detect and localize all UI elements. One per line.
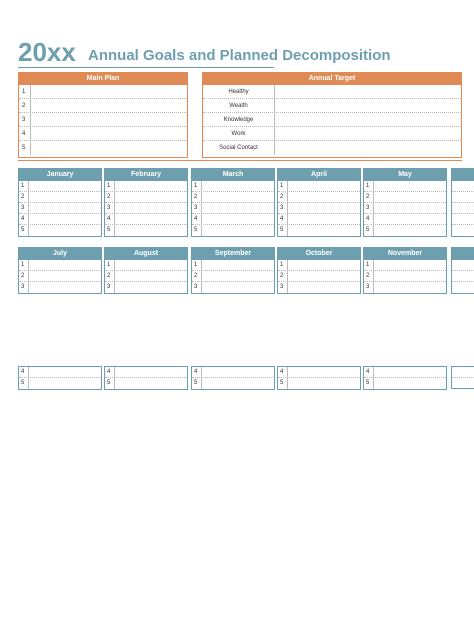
row-number: 3 — [19, 203, 29, 213]
row-number: 1 — [105, 260, 115, 270]
row-number: 2 — [364, 192, 374, 202]
row-number: 5 — [105, 378, 115, 389]
month-row[interactable] — [19, 181, 101, 192]
row-number: 1 — [278, 260, 288, 270]
main-plan-row[interactable] — [19, 99, 187, 113]
month-box-september — [191, 247, 275, 294]
row-number: 5 — [105, 225, 115, 236]
month-row[interactable] — [278, 378, 360, 389]
month-row[interactable] — [192, 271, 274, 282]
month-row[interactable] — [105, 225, 187, 236]
month-row[interactable] — [19, 282, 101, 293]
main-plan-header: Main Plan — [19, 73, 187, 85]
month-row[interactable] — [192, 203, 274, 214]
row-number: 3 — [105, 203, 115, 213]
annual-target-row[interactable] — [203, 85, 461, 99]
target-category-label: Healthy — [203, 85, 275, 98]
month-row[interactable] — [364, 214, 446, 225]
month-header: January — [19, 169, 101, 181]
month-box-november — [363, 366, 447, 390]
month-box-september — [191, 366, 275, 390]
month-row[interactable] — [19, 271, 101, 282]
month-box-july — [18, 247, 102, 294]
month-header: November — [364, 248, 446, 260]
row-number: 3 — [19, 113, 31, 126]
month-header: April — [278, 169, 360, 181]
main-plan-row[interactable] — [19, 113, 187, 127]
row-number: 5 — [192, 225, 202, 236]
row-number: 2 — [364, 271, 374, 281]
row-number: 4 — [105, 367, 115, 377]
row-number: 2 — [278, 192, 288, 202]
row-number: 1 — [192, 260, 202, 270]
page-title: Annual Goals and Planned Decomposition — [88, 47, 391, 64]
month-box-april — [277, 168, 361, 237]
month-header: September — [192, 248, 274, 260]
month-row[interactable] — [192, 192, 274, 203]
row-number: 2 — [19, 192, 29, 202]
row-number: 4 — [364, 367, 374, 377]
row-number: 3 — [19, 282, 29, 293]
month-row[interactable] — [278, 192, 360, 203]
annual-target-box — [202, 72, 462, 158]
month-row[interactable] — [278, 225, 360, 236]
row-number: 4 — [364, 214, 374, 224]
row-number: 3 — [192, 282, 202, 293]
row-number: 4 — [19, 127, 31, 140]
row-number: 1 — [19, 85, 31, 98]
row-number: 2 — [192, 271, 202, 281]
month-box-october — [277, 247, 361, 294]
row-number: 5 — [278, 225, 288, 236]
row-number: 4 — [105, 214, 115, 224]
month-row[interactable] — [19, 192, 101, 203]
month-row[interactable] — [364, 378, 446, 389]
row-number: 3 — [278, 203, 288, 213]
main-plan-row[interactable] — [19, 141, 187, 155]
target-category-label: Social Contact — [203, 141, 275, 155]
month-row[interactable] — [192, 282, 274, 293]
main-plan-box — [18, 72, 188, 158]
month-row[interactable] — [105, 367, 187, 378]
month-box-january — [18, 168, 102, 237]
month-row[interactable] — [19, 260, 101, 271]
row-number: 2 — [19, 99, 31, 112]
month-row[interactable] — [364, 282, 446, 293]
row-number: 5 — [19, 225, 29, 236]
row-number: 1 — [364, 181, 374, 191]
june-column-partial — [451, 168, 474, 237]
main-plan-row[interactable] — [19, 127, 187, 141]
month-header: March — [192, 169, 274, 181]
row-number: 1 — [19, 181, 29, 191]
row-number: 1 — [278, 181, 288, 191]
row-number: 4 — [192, 367, 202, 377]
row-number: 1 — [192, 181, 202, 191]
annual-target-row[interactable] — [203, 99, 461, 113]
row-number: 1 — [105, 181, 115, 191]
row-number: 3 — [105, 282, 115, 293]
annual-target-header: Annual Target — [203, 73, 461, 85]
month-row[interactable] — [192, 214, 274, 225]
month-header: February — [105, 169, 187, 181]
month-row[interactable] — [364, 271, 446, 282]
row-number: 2 — [192, 192, 202, 202]
month-row[interactable] — [192, 260, 274, 271]
month-row[interactable] — [19, 203, 101, 214]
month-row[interactable] — [105, 378, 187, 389]
month-row[interactable] — [105, 181, 187, 192]
row-number: 2 — [278, 271, 288, 281]
row-number: 3 — [364, 203, 374, 213]
row-number: 4 — [278, 214, 288, 224]
month-box-july — [18, 366, 102, 390]
year-label: 20xx — [18, 37, 76, 67]
month-row[interactable] — [19, 214, 101, 225]
month-box-february — [104, 168, 188, 237]
annual-target-row[interactable] — [203, 113, 461, 127]
month-header: October — [278, 248, 360, 260]
month-row[interactable] — [105, 214, 187, 225]
month-row[interactable] — [19, 378, 101, 389]
december-column-partial — [451, 247, 474, 294]
annual-target-row[interactable] — [203, 127, 461, 141]
row-number: 2 — [105, 192, 115, 202]
month-row[interactable] — [364, 367, 446, 378]
title-underline — [18, 67, 274, 68]
month-header: May — [364, 169, 446, 181]
month-row[interactable] — [278, 367, 360, 378]
month-box-march — [191, 168, 275, 237]
row-number: 5 — [19, 141, 31, 155]
month-row[interactable] — [192, 378, 274, 389]
month-row[interactable] — [278, 214, 360, 225]
month-row[interactable] — [105, 282, 187, 293]
month-row[interactable] — [364, 225, 446, 236]
month-row[interactable] — [364, 181, 446, 192]
row-number: 2 — [105, 271, 115, 281]
month-row[interactable] — [192, 225, 274, 236]
month-row[interactable] — [364, 192, 446, 203]
month-header: July — [19, 248, 101, 260]
month-row[interactable] — [364, 260, 446, 271]
target-category-label: Wealth — [203, 99, 275, 112]
row-number: 4 — [192, 214, 202, 224]
row-number: 3 — [192, 203, 202, 213]
row-number: 4 — [278, 367, 288, 377]
section-divider — [18, 160, 462, 161]
row-number: 4 — [19, 214, 29, 224]
month-row[interactable] — [105, 192, 187, 203]
month-box-august — [104, 366, 188, 390]
row-number: 5 — [19, 378, 29, 389]
month-row[interactable] — [19, 367, 101, 378]
row-number: 2 — [19, 271, 29, 281]
month-box-may — [363, 168, 447, 237]
month-row[interactable] — [192, 367, 274, 378]
row-number: 3 — [364, 282, 374, 293]
target-category-label: Knowledge — [203, 113, 275, 126]
month-row[interactable] — [105, 203, 187, 214]
month-header: August — [105, 248, 187, 260]
row-number: 4 — [19, 367, 29, 377]
month-row[interactable] — [105, 271, 187, 282]
row-number: 5 — [364, 225, 374, 236]
month-box-october — [277, 366, 361, 390]
row-number: 1 — [19, 260, 29, 270]
month-box-august — [104, 247, 188, 294]
month-row[interactable] — [278, 260, 360, 271]
target-category-label: Work — [203, 127, 275, 140]
month-row[interactable] — [278, 271, 360, 282]
row-number: 3 — [278, 282, 288, 293]
december-column-continued — [451, 366, 474, 389]
row-number: 1 — [364, 260, 374, 270]
annual-target-row[interactable] — [203, 141, 461, 155]
month-row[interactable] — [278, 181, 360, 192]
row-number: 5 — [364, 378, 374, 389]
month-row[interactable] — [364, 203, 446, 214]
month-row[interactable] — [19, 225, 101, 236]
row-number: 5 — [192, 378, 202, 389]
month-box-november — [363, 247, 447, 294]
main-plan-row[interactable] — [19, 85, 187, 99]
month-row[interactable] — [192, 181, 274, 192]
month-row[interactable] — [105, 260, 187, 271]
month-row[interactable] — [278, 203, 360, 214]
month-row[interactable] — [278, 282, 360, 293]
row-number: 5 — [278, 378, 288, 389]
